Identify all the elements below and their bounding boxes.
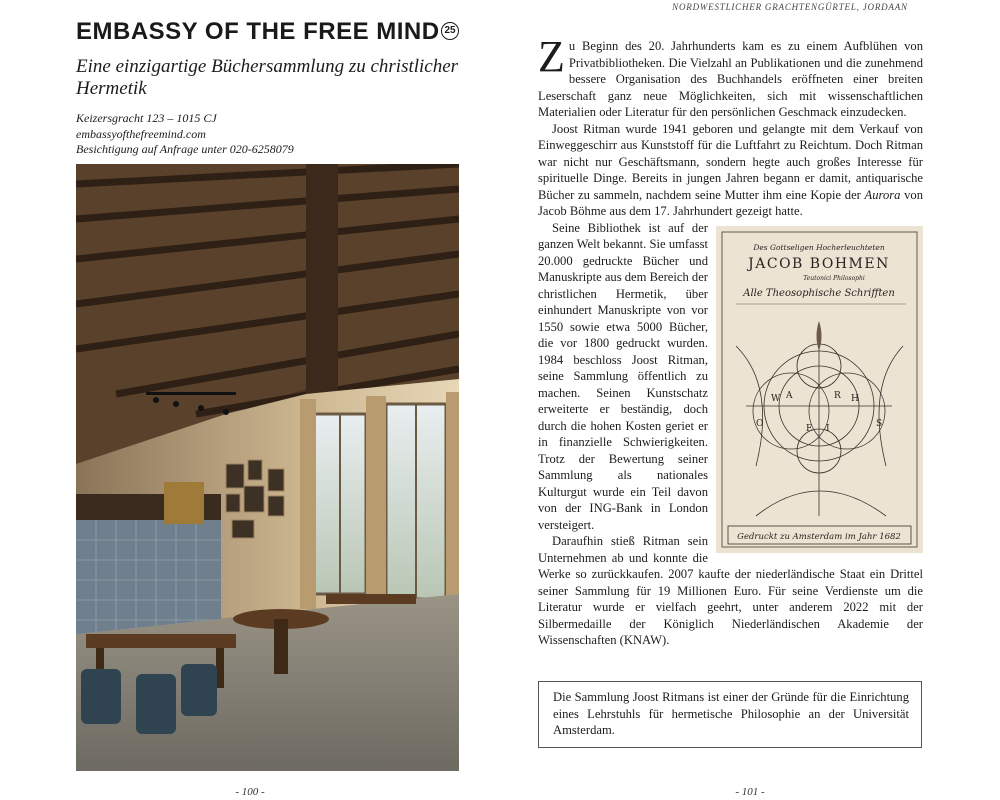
- drop-cap: Z: [538, 32, 565, 81]
- svg-text:W: W: [771, 393, 781, 404]
- svg-text:O: O: [756, 418, 764, 429]
- svg-text:R: R: [834, 390, 841, 401]
- page-number-left: - 100 -: [235, 786, 265, 798]
- engraving-line-4: Alle Theosophische Schrifften: [743, 287, 895, 299]
- page-subtitle: Eine einzigartige Büchersammlung zu christlicher Hermetik: [76, 56, 459, 99]
- visit-info: Besichtigung auf Anfrage unter 020-6258079: [76, 142, 294, 156]
- svg-text:A: A: [786, 390, 793, 401]
- engraving-line-2: JACOB BOHMEN: [748, 255, 890, 272]
- engraving-imprint: Gedruckt zu Amsterdam im Jahr 1682: [737, 531, 901, 542]
- paragraph-3: Seine Bibliothek ist auf der ganzen Welt bekannt. Sie umfasst 20.000 gedruckte Bücher und Manuskripte aus dem Bereich der christlichen Hermetik, über einhundert Manuskripte von vor 1550 sowie etwa 5000 Bücher, die vor 1800 gedruckt wurden. 1984 beschloss Joost Ritman, seine Sammlung öffentlich zu machen. Seinen Kunstschatz erweiterte er beständig, doch durch die hohen Kosten geriet er in finanzielle Schwierigkeiten. Trotz der Bewertung seiner Sammlung als nationales Kulturgut wurde ein Teil davon von der ING-Bank in London versteigert.: [538, 220, 708, 532]
- right-page: [500, 0, 1000, 800]
- library-interior-photo: [76, 164, 459, 771]
- engraving-line-3: Teutonici Philosophi: [803, 274, 865, 282]
- boehme-engraving-image: [716, 226, 923, 553]
- paragraph-1: Zu Beginn des 20. Jahrhunderts kam es zu einem Aufblühen von Privatbibliotheken. Die Vielzahl an Publikationen und die zunehmend bessere Organisation des Buchhandels eröffneten einer breiten Leserschaft ganz neue Möglichkeiten, sich mit wissenschaftlichen Materialien oder Literatur für den persönlichen Geschmack einzudecken.: [538, 32, 923, 119]
- running-header: NORDWESTLICHER GRACHTENGÜRTEL, JORDAAN: [672, 2, 908, 12]
- svg-text:H: H: [851, 393, 859, 404]
- svg-text:E: E: [806, 423, 813, 434]
- svg-text:I: I: [826, 423, 830, 434]
- article-body: [538, 32, 923, 649]
- page-title: EMBASSY OF THE FREE MIND: [76, 18, 440, 45]
- paragraph-2: Joost Ritman wurde 1941 geboren und gelangte mit dem Verkauf von Einweggeschirr aus Kunststoff für die Luftfahrt zu Reichtum. Doch Ritman war nicht nur Geschäftsmann, sondern hegte auch großes Interesse für spirituelle Dinge. Bereits in jungen Jahren begann er damit, antiquarische Bücher zu sammeln, nachdem seine Mutter ihm eine Kopie der Aurora von Jacob Böhme aus dem 17. Jahrhundert gezeigt hatte.: [538, 121, 923, 218]
- website-link[interactable]: embassyofthefreemind.com: [76, 126, 206, 141]
- engraving-line-1: Des Gottseligen Hocherleuchteten: [753, 242, 885, 252]
- info-box: Die Sammlung Joost Ritmans ist einer der Gründe für die Einrichtung eines Lehrstuhls für hermetische Philosophie an der Universität Amsterdam.: [538, 681, 922, 748]
- entry-number-badge: 25: [441, 22, 459, 40]
- address: Keizersgracht 123 – 1015 CJ: [76, 111, 217, 125]
- visitor-info: [76, 111, 466, 158]
- paragraph-4: Daraufhin stieß Ritman sein Unternehmen ab und konnte die Werke so zurückkaufen. 2007 kaufte der niederländische Staat ein Drittel seiner Sammlung für 19 Millionen Euro. Für seine Verdienste um die Literatur wurde er vielfach geehrt, unter anderem 2022 mit der Silbermedaille der Königlich Niederländischen Akademie der Wissenschaften (KNAW).: [538, 534, 923, 647]
- svg-text:S: S: [876, 418, 883, 429]
- page-number-right: - 101 -: [735, 786, 765, 798]
